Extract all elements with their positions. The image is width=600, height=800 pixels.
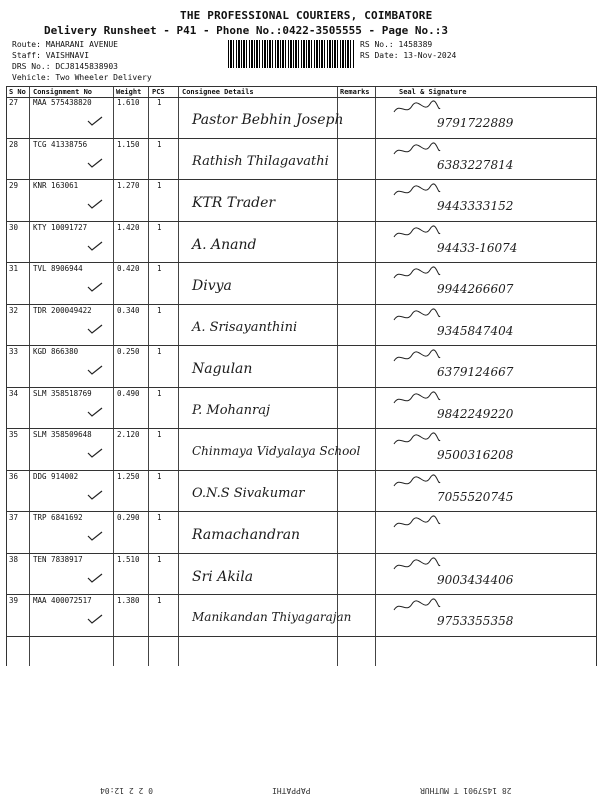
check-icon [87,199,103,209]
signature-scribble [392,432,442,450]
phone-handwriting: 94433-16074 [437,240,518,255]
consignee-handwriting: Sri Akila [192,568,254,585]
phone-handwriting: 9791722889 [437,116,514,130]
check-icon [87,241,103,251]
sno-cell: 35 [9,430,19,439]
weight-cell: 0.420 [117,264,140,273]
phone-handwriting: 9003434406 [437,572,514,587]
signature-scribble [392,183,442,201]
consignee-handwriting: P. Mohanraj [192,402,271,418]
consignment-cell: MAA 400072517 [33,596,92,605]
footer-right: 0 2 2 12:04 [100,786,153,795]
runsheet-subtitle: Delivery Runsheet - P41 - Phone No.:0422-3505555 - Page No.:3 [44,24,448,37]
sno-cell: 31 [9,264,19,273]
col-seal: Seal & Signature [399,88,467,96]
phone-handwriting: 9345847404 [437,323,514,338]
weight-cell: 0.490 [117,388,140,398]
signature-scribble [392,391,442,409]
table-row [7,262,596,305]
phone-handwriting: 7055520745 [437,489,514,504]
pcs-cell: 1 [157,554,162,564]
weight-cell: 0.290 [117,513,140,522]
weight-cell: 1.610 [117,98,140,107]
drs-label: DRS No.: DCJ8145838903 [12,62,118,71]
footer-left: 28 1457901 T MUTHUR [420,786,512,795]
route-label: Route: MAHARANI AVENUE [12,40,118,49]
consignment-cell: SLM 358518769 [33,388,92,398]
signature-scribble [392,557,442,575]
weight-cell: 2.120 [117,430,140,439]
runsheet-table [6,86,597,666]
weight-cell: 1.510 [117,554,140,564]
phone-handwriting: 9500316208 [437,448,514,462]
weight-cell: 1.250 [117,471,140,481]
consignment-cell: KNR 163061 [33,181,79,190]
signature-scribble [392,225,442,243]
table-row [7,387,596,430]
pcs-cell: 1 [157,347,162,356]
pcs-cell: 1 [157,139,162,149]
check-icon [87,490,103,500]
weight-cell: 1.270 [117,181,140,190]
check-icon [87,324,103,334]
consignee-handwriting: Manikandan Thiyagarajan [192,610,352,624]
consignment-cell: KTY 10091727 [33,222,88,232]
phone-handwriting: 6383227814 [437,157,514,172]
pcs-cell: 1 [157,264,162,273]
phone-handwriting: 6379124667 [437,365,514,379]
col-pcs: PCS [152,88,165,96]
table-row [7,594,596,637]
footer-mid: PAPPATHI [272,786,311,795]
check-icon [87,407,103,417]
table-row [7,138,596,181]
check-icon [87,282,103,292]
pcs-cell: 1 [157,430,162,439]
sno-cell: 32 [9,305,19,315]
consignment-cell: KGD 866380 [33,347,79,356]
pcs-cell: 1 [157,596,162,605]
signature-scribble [392,349,442,367]
rs-number: RS No.: 1458389 [360,40,433,49]
pcs-cell: 1 [157,181,162,190]
sno-cell: 36 [9,471,19,481]
check-icon [87,116,103,126]
check-icon [87,365,103,375]
check-icon [87,158,103,168]
phone-handwriting: 9753355358 [437,614,514,628]
table-row [7,96,596,139]
staff-label: Staff: VAISHNAVI [12,51,90,60]
check-icon [87,573,103,583]
consignee-handwriting: A. Srisayanthini [192,319,298,335]
consignment-cell: MAA 575438820 [33,98,92,107]
consignment-cell: SLM 358509648 [33,430,92,439]
pcs-cell: 1 [157,305,162,315]
signature-scribble [392,142,442,160]
consignee-handwriting: KTR Trader [192,195,276,211]
sno-cell: 39 [9,596,19,605]
table-row [7,221,596,264]
col-consignment: Consignment No [33,88,93,96]
consignment-cell: DDG 914002 [33,471,79,481]
col-weight: Weight [116,88,142,96]
pcs-cell: 1 [157,513,162,522]
sno-cell: 27 [9,98,19,107]
weight-cell: 1.420 [117,222,140,232]
pcs-cell: 1 [157,388,162,398]
weight-cell: 0.250 [117,347,140,356]
phone-handwriting: 9443333152 [437,199,514,213]
pcs-cell: 1 [157,98,162,107]
rs-date: RS Date: 13-Nov-2024 [360,51,457,60]
col-sno: S No [9,88,26,96]
check-icon [87,448,103,458]
pcs-cell: 1 [157,471,162,481]
col-consignee: Consignee Details [182,88,254,96]
table-row [7,345,596,388]
signature-scribble [392,474,442,492]
runsheet-title: THE PROFESSIONAL COURIERS, COIMBATORE [180,9,433,22]
consignee-handwriting: O.N.S Sivakumar [192,485,305,501]
weight-cell: 1.380 [117,596,140,605]
consignment-cell: TVL 8906944 [33,264,83,273]
sno-cell: 28 [9,139,19,149]
barcode [228,40,354,68]
consignee-handwriting: Divya [192,278,232,294]
signature-scribble [392,515,442,533]
consignment-cell: TCG 41338756 [33,139,88,149]
consignment-cell: TRP 6841692 [33,513,83,522]
col-remarks: Remarks [340,88,370,96]
table-row [7,511,596,554]
table-row [7,428,596,471]
sno-cell: 29 [9,181,19,190]
sno-cell: 38 [9,554,19,564]
pcs-cell: 1 [157,222,162,232]
signature-scribble [392,100,442,118]
phone-handwriting: 9944266607 [437,282,514,296]
sno-cell: 33 [9,347,19,356]
table-row [7,553,596,596]
check-icon [87,531,103,541]
sno-cell: 30 [9,222,19,232]
phone-handwriting: 9842249220 [437,406,514,421]
check-icon [87,614,103,624]
weight-cell: 1.150 [117,139,140,149]
consignee-handwriting: Nagulan [192,361,253,377]
signature-scribble [392,308,442,326]
consignee-handwriting: Rathish Thilagavathi [192,153,329,169]
consignee-handwriting: Pastor Bebhin Joseph [192,112,344,128]
consignee-handwriting: A. Anand [192,236,257,253]
weight-cell: 0.340 [117,305,140,315]
table-row [7,470,596,513]
table-row [7,179,596,222]
sno-cell: 34 [9,388,19,398]
signature-scribble [392,598,442,616]
table-row [7,304,596,347]
consignment-cell: TEN 7838917 [33,554,83,564]
consignee-handwriting: Chinmaya Vidyalaya School [192,444,361,458]
vehicle-label: Vehicle: Two Wheeler Delivery [12,73,152,82]
signature-scribble [392,266,442,284]
consignment-cell: TDR 200049422 [33,305,92,315]
sno-cell: 37 [9,513,19,522]
consignee-handwriting: Ramachandran [192,527,301,543]
